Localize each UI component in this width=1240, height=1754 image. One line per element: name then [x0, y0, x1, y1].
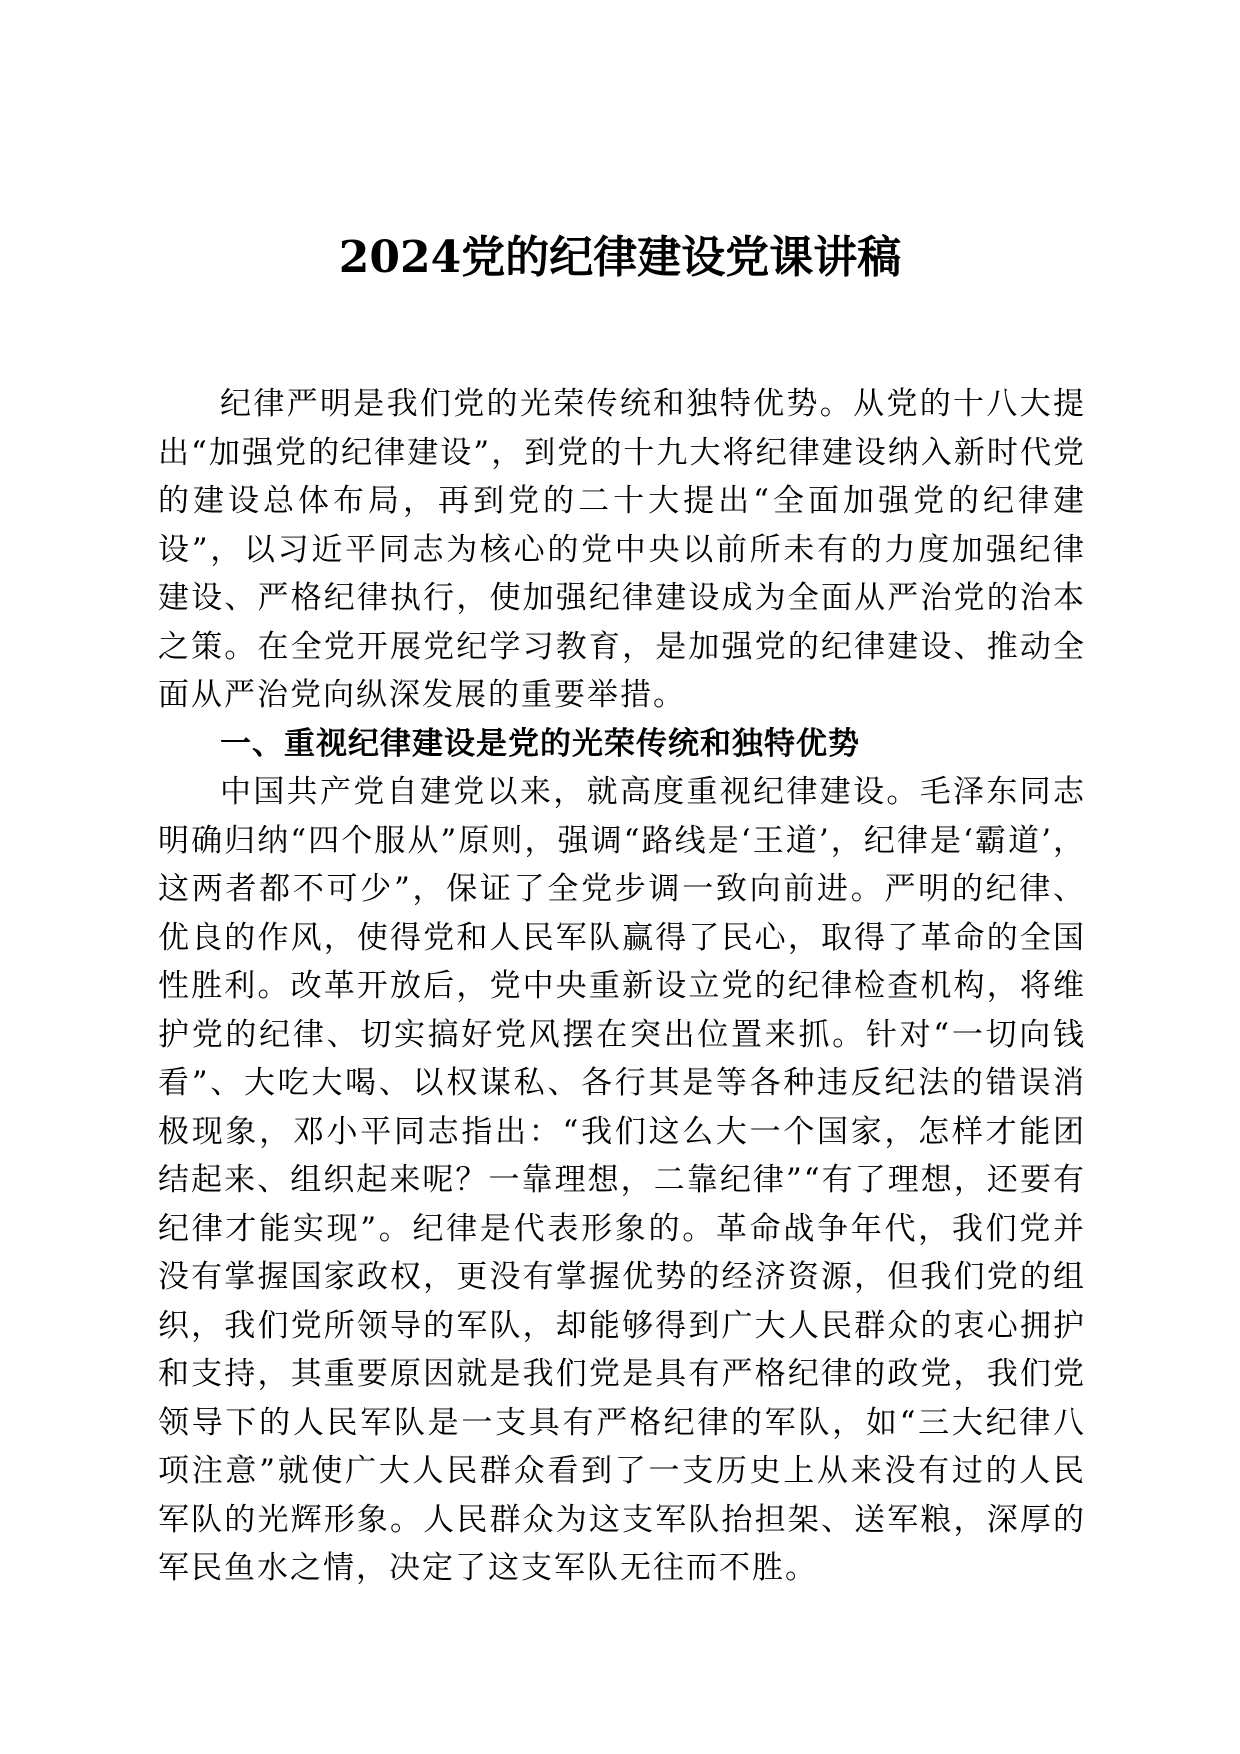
- document-title: 2024党的纪律建设党课讲稿: [338, 232, 902, 283]
- section-paragraph: 中国共产党自建党以来，就高度重视纪律建设。毛泽东同志明确归纳“四个服从”原则，强调“路线是‘王道’，纪律是‘霸道’，这两者都不可少”，保证了全党步调一致向前进。严明的纪律、优良的作风，使得党和人民军队赢得了民心，取得了革命的全国性胜利。改革开放后，党中央重新设立党的纪律检查机构，将维护党的纪律、切实搞好党风摆在突出位置来抓。针对“一切向钱看”、大吃大喝、以权谋私、各行其是等各种违反纪法的错误消极现象，邓小平同志指出：“我们这么大一个国家，怎样才能团结起来、组织起来呢？一靠理想，二靠纪律”“有了理想，还要有纪律才能实现”。纪律是代表形象的。革命战争年代，我们党并没有掌握国家政权，更没有掌握优势的经济资源，但我们党的组织，我们党所领导的军队，却能够得到广大人民群众的衷心拥护和支持，其重要原因就是我们党是具有严格纪律的政党，我们党领导下的人民军队是一支具有严格纪律的军队，如“三大纪律八项注意”就使广大人民群众看到了一支历史上从来没有过的人民军队的光辉形象。人民群众为这支军队抬担架、送军粮，深厚的军民鱼水之情，决定了这支军队无往而不胜。: [158, 774, 1086, 1586]
- document-body: [158, 380, 1086, 1593]
- intro-paragraph: 纪律严明是我们党的光荣传统和独特优势。从党的十八大提出“加强党的纪律建设”，到党的十九大将纪律建设纳入新时代党的建设总体布局，再到党的二十大提出“全面加强党的纪律建设”，以习近平同志为核心的党中央以前所未有的力度加强纪律建设、严格纪律执行，使加强纪律建设成为全面从严治党的治本之策。在全党开展党纪学习教育，是加强党的纪律建设、推动全面从严治党向纵深发展的重要举措。: [158, 386, 1086, 713]
- section-heading: 一、重视纪律建设是党的光荣传统和独特优势: [220, 725, 860, 762]
